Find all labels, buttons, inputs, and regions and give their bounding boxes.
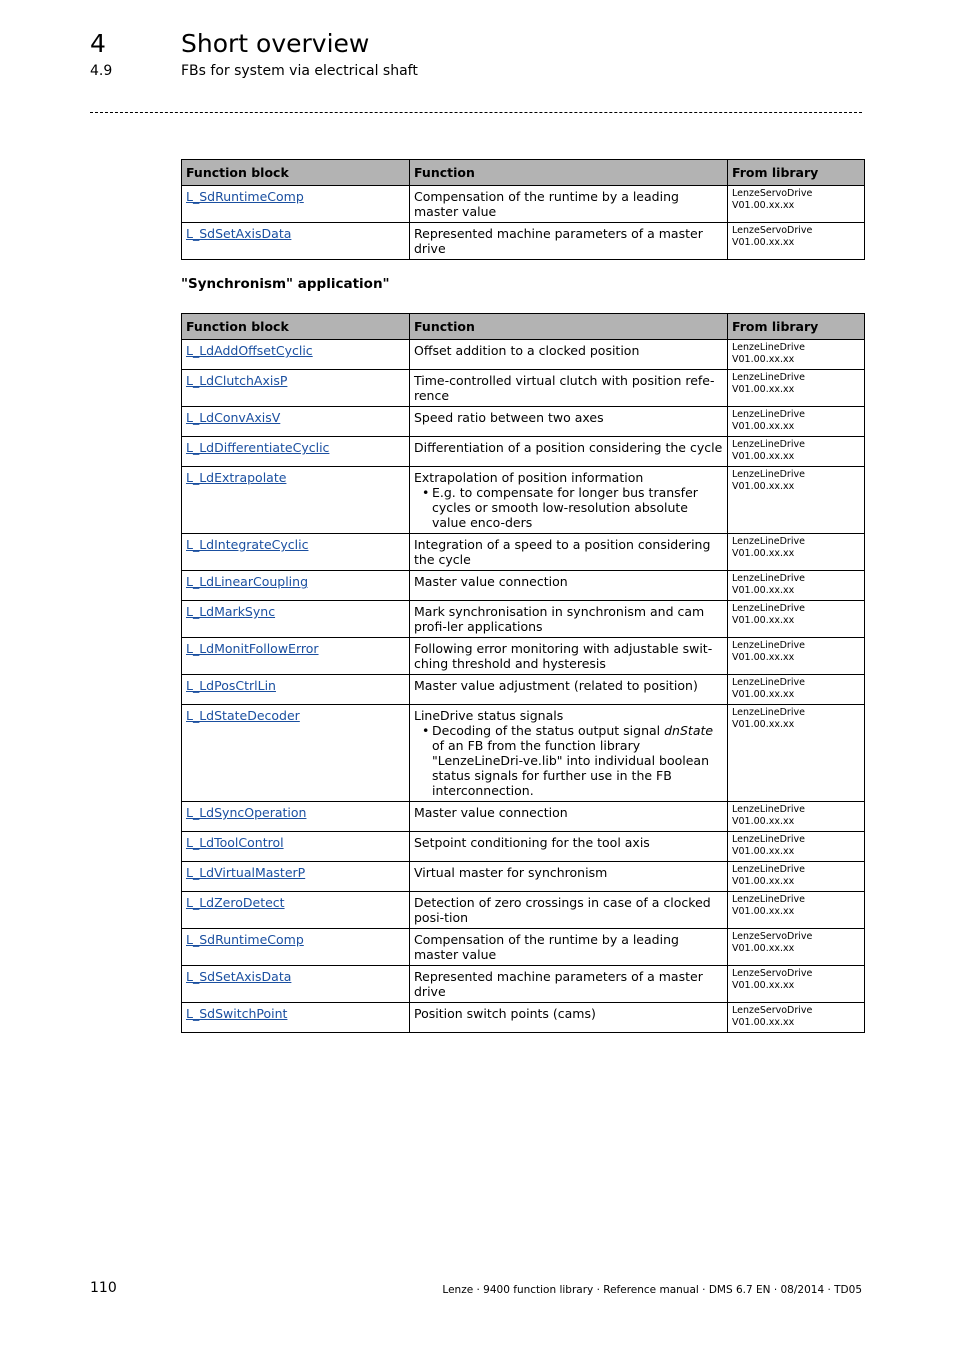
library-cell (728, 370, 865, 407)
library-name: LenzeServoDrive (732, 1005, 813, 1016)
library-version: V01.00.xx.xx (732, 384, 795, 395)
table-row (182, 534, 865, 571)
library-name: LenzeLineDrive (732, 864, 805, 875)
function-cell: Compensation of the runtime by a leading master value (410, 186, 728, 223)
table-row (182, 571, 865, 601)
chapter-title: Short overview (181, 29, 370, 58)
library-cell (728, 675, 865, 705)
fb-table-servo (181, 159, 865, 260)
library-cell (728, 467, 865, 534)
column-header-from-library: From library (728, 160, 865, 186)
library-version: V01.00.xx.xx (732, 481, 795, 492)
table-row (182, 862, 865, 892)
fb-name-cell (182, 675, 410, 705)
library-version: V01.00.xx.xx (732, 943, 795, 954)
bullet-list (414, 723, 723, 798)
table-row (182, 467, 865, 534)
library-cell (728, 407, 865, 437)
fb-name-cell (182, 802, 410, 832)
library-name: LenzeLineDrive (732, 342, 805, 353)
table-header-row (182, 314, 865, 340)
table-row (182, 1003, 865, 1033)
bullet-item (432, 723, 723, 798)
library-name: LenzeLineDrive (732, 409, 805, 420)
fb-name-cell (182, 601, 410, 638)
function-cell: Compensation of the runtime by a leading master value (410, 929, 728, 966)
library-cell (728, 601, 865, 638)
fb-link[interactable]: L_LdStateDecoder (186, 708, 300, 723)
function-cell: Offset addition to a clocked position (410, 340, 728, 370)
library-name: LenzeLineDrive (732, 573, 805, 584)
library-name: LenzeLineDrive (732, 707, 805, 718)
fb-link[interactable]: L_LdIntegrateCyclic (186, 537, 309, 552)
library-name: LenzeServoDrive (732, 931, 813, 942)
fb-link[interactable]: L_SdRuntimeComp (186, 932, 304, 947)
column-header-function-block: Function block (182, 160, 410, 186)
fb-link[interactable]: L_LdConvAxisV (186, 410, 281, 425)
library-name: LenzeLineDrive (732, 469, 805, 480)
fb-link[interactable]: L_LdLinearCoupling (186, 574, 308, 589)
section-number: 4.9 (90, 63, 113, 79)
fb-name-cell (182, 340, 410, 370)
library-version: V01.00.xx.xx (732, 354, 795, 365)
fb-name-cell (182, 370, 410, 407)
library-name: LenzeLineDrive (732, 894, 805, 905)
fb-name-cell (182, 638, 410, 675)
library-cell (728, 929, 865, 966)
fb-name-cell (182, 223, 410, 260)
fb-name-cell (182, 186, 410, 223)
library-cell (728, 437, 865, 467)
fb-link[interactable]: L_SdRuntimeComp (186, 189, 304, 204)
bullet-text: Decoding of the status output signal (432, 723, 665, 738)
library-name: LenzeLineDrive (732, 834, 805, 845)
library-name: LenzeLineDrive (732, 677, 805, 688)
library-cell (728, 340, 865, 370)
section-title: FBs for system via electrical shaft (181, 63, 418, 79)
fb-link[interactable]: L_LdDifferentiateCyclic (186, 440, 330, 455)
fb-name-cell (182, 705, 410, 802)
table-row (182, 407, 865, 437)
fb-link[interactable]: L_LdExtrapolate (186, 470, 287, 485)
bullet-list (414, 485, 723, 530)
library-name: LenzeLineDrive (732, 372, 805, 383)
fb-table-synchronism (181, 313, 865, 1033)
column-header-function: Function (410, 314, 728, 340)
library-name: LenzeLineDrive (732, 603, 805, 614)
library-cell (728, 571, 865, 601)
library-cell (728, 223, 865, 260)
function-cell: Represented machine parameters of a master drive (410, 966, 728, 1003)
library-version: V01.00.xx.xx (732, 906, 795, 917)
fb-link[interactable]: L_SdSetAxisData (186, 969, 292, 984)
page-number: 110 (90, 1280, 117, 1296)
library-cell (728, 186, 865, 223)
library-version: V01.00.xx.xx (732, 689, 795, 700)
library-version: V01.00.xx.xx (732, 585, 795, 596)
function-cell: Mark synchronisation in synchronism and cam profi-ler applications (410, 601, 728, 638)
function-cell: Following error monitoring with adjustable swit-ching threshold and hysteresis (410, 638, 728, 675)
library-cell (728, 892, 865, 929)
library-version: V01.00.xx.xx (732, 1017, 795, 1028)
function-cell: Speed ratio between two axes (410, 407, 728, 437)
library-name: LenzeServoDrive (732, 968, 813, 979)
library-version: V01.00.xx.xx (732, 548, 795, 559)
fb-name-cell (182, 832, 410, 862)
table-row (182, 929, 865, 966)
library-cell (728, 705, 865, 802)
library-version: V01.00.xx.xx (732, 816, 795, 827)
column-header-function-block: Function block (182, 314, 410, 340)
fb-link[interactable]: L_LdClutchAxisP (186, 373, 288, 388)
fb-link[interactable]: L_LdAddOffsetCyclic (186, 343, 313, 358)
function-cell: Master value connection (410, 802, 728, 832)
function-cell: Detection of zero crossings in case of a clocked posi-tion (410, 892, 728, 929)
library-name: LenzeLineDrive (732, 439, 805, 450)
function-cell: Integration of a speed to a position considering the cycle (410, 534, 728, 571)
library-name: LenzeLineDrive (732, 536, 805, 547)
library-name: LenzeLineDrive (732, 640, 805, 651)
column-header-from-library: From library (728, 314, 865, 340)
library-cell (728, 638, 865, 675)
function-cell: Master value connection (410, 571, 728, 601)
table-row (182, 601, 865, 638)
fb-name-cell (182, 437, 410, 467)
table-row (182, 705, 865, 802)
bullet-text: of an FB from the function library "LenzeLineDri-ve.lib" into individual boolean status signals for further use in the FB interconnection. (432, 738, 710, 798)
library-name: LenzeServoDrive (732, 225, 813, 236)
table-row (182, 186, 865, 223)
table-row (182, 675, 865, 705)
fb-name-cell (182, 929, 410, 966)
function-cell (410, 705, 728, 802)
fb-link[interactable]: L_LdPosCtrlLin (186, 678, 276, 693)
library-version: V01.00.xx.xx (732, 421, 795, 432)
function-cell: Time-controlled virtual clutch with position refe-rence (410, 370, 728, 407)
library-version: V01.00.xx.xx (732, 451, 795, 462)
library-cell (728, 534, 865, 571)
function-text: Extrapolation of position information (414, 470, 644, 485)
fb-name-cell (182, 467, 410, 534)
chapter-number: 4 (90, 29, 106, 58)
footer-text: Lenze · 9400 function library · Reference manual · DMS 6.7 EN · 08/2014 · TD05 (442, 1284, 862, 1296)
fb-name-cell (182, 534, 410, 571)
bullet-item: • E.g. to compensate for longer bus transfer cycles or smooth low-resolution absolute value enco-ders (432, 485, 723, 530)
fb-link[interactable]: L_LdMonitFollowError (186, 641, 319, 656)
fb-link[interactable]: L_LdZeroDetect (186, 895, 285, 910)
function-cell: Differentiation of a position considering the cycle (410, 437, 728, 467)
function-cell: Represented machine parameters of a master drive (410, 223, 728, 260)
library-cell (728, 966, 865, 1003)
fb-name-cell (182, 407, 410, 437)
column-header-function: Function (410, 160, 728, 186)
library-cell (728, 832, 865, 862)
subheading-synchronism: "Synchronism" application" (181, 276, 390, 292)
library-version: V01.00.xx.xx (732, 846, 795, 857)
library-version: V01.00.xx.xx (732, 652, 795, 663)
table-row (182, 966, 865, 1003)
library-version: V01.00.xx.xx (732, 615, 795, 626)
fb-name-cell (182, 966, 410, 1003)
fb-name-cell (182, 1003, 410, 1033)
library-cell (728, 802, 865, 832)
table-row (182, 802, 865, 832)
table-row (182, 340, 865, 370)
function-cell: Setpoint conditioning for the tool axis (410, 832, 728, 862)
fb-link[interactable]: L_SdSetAxisData (186, 226, 292, 241)
library-version: V01.00.xx.xx (732, 200, 795, 211)
table-row (182, 832, 865, 862)
library-version: V01.00.xx.xx (732, 980, 795, 991)
fb-link[interactable]: L_LdToolControl (186, 835, 284, 850)
library-name: LenzeServoDrive (732, 188, 813, 199)
library-version: V01.00.xx.xx (732, 237, 795, 248)
library-name: LenzeLineDrive (732, 804, 805, 815)
table-row (182, 223, 865, 260)
header-divider (90, 112, 862, 113)
fb-link[interactable]: L_LdSyncOperation (186, 805, 307, 820)
function-cell: Virtual master for synchronism (410, 862, 728, 892)
library-version: V01.00.xx.xx (732, 719, 795, 730)
library-version: V01.00.xx.xx (732, 876, 795, 887)
table-row (182, 892, 865, 929)
function-cell: Master value adjustment (related to position) (410, 675, 728, 705)
function-text: LineDrive status signals (414, 708, 564, 723)
fb-name-cell (182, 862, 410, 892)
library-cell (728, 862, 865, 892)
fb-name-cell (182, 892, 410, 929)
fb-link[interactable]: L_SdSwitchPoint (186, 1006, 288, 1021)
signal-name: dnState (664, 723, 714, 738)
table-row (182, 370, 865, 407)
fb-link[interactable]: L_LdVirtualMasterP (186, 865, 306, 880)
table-header-row (182, 160, 865, 186)
fb-link[interactable]: L_LdMarkSync (186, 604, 276, 619)
function-cell: Position switch points (cams) (410, 1003, 728, 1033)
function-cell (410, 467, 728, 534)
fb-name-cell (182, 571, 410, 601)
table-row (182, 638, 865, 675)
table-row (182, 437, 865, 467)
library-cell (728, 1003, 865, 1033)
